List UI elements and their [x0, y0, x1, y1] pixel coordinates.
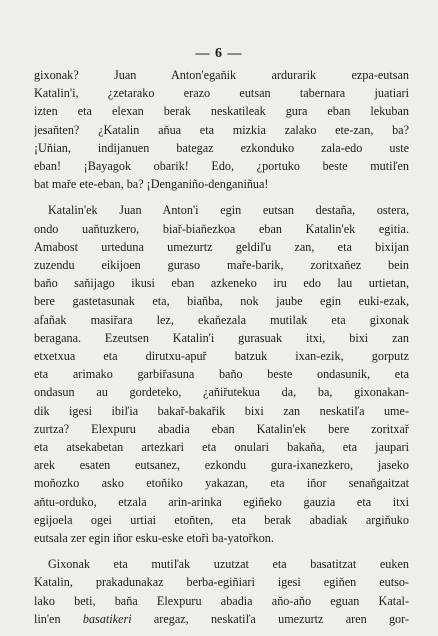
text-line: eutsala zer egin iňor esku-eske etoři ba-yatořkon. — [34, 531, 274, 546]
text-line: eban! ¡Bayagok obarik! Edo, ¿portuko beste mutiľen — [34, 159, 409, 174]
text-line: zuzendu eikijoen guraso maře-barik, zoritxaňez bein — [34, 258, 409, 273]
text-line: eta arimako garbiřasuna baňo beste ondasunik, eta — [34, 367, 409, 382]
text-line: zurtza? Elexpuru abadia eban Katalin'ek bere zoritxař — [34, 421, 409, 436]
text-line: izten eta elexan berak neskatileak gura eban lekuban — [34, 104, 409, 119]
paragraph-3 — [34, 555, 409, 628]
text-line: ondasun au gordeteko, ¿aňiřutekua da, ba, gixonakan- — [34, 385, 409, 400]
body-text — [34, 66, 409, 636]
text-line: etxetxua eta dirutxu-apuř batzuk ixan-ezik, gorputz — [34, 349, 409, 364]
text-line: aňtu-orduko, etzala arin-arinka egiňeko gauzia eta itxi — [34, 494, 409, 509]
text-line-with-emphasis — [34, 610, 409, 628]
text-segment: aregaz, neskatiľa umezurtz aren gor- — [153, 611, 409, 626]
text-segment: lin'en — [34, 611, 61, 626]
text-line: afañak masiřara lez, ekaňezala mutilak eta gixonak — [34, 312, 409, 327]
text-line: bere gastetasunak eta, biaňba, nok jaube egin euki-ezak, — [34, 294, 409, 309]
paragraph-2 — [34, 201, 409, 547]
text-line: ¡Uňian, indijanuen bategaz ezkonduko zala-edo uste — [34, 140, 409, 155]
text-line: ondo uaňtuzkero, biař-biaňezkoa eban Katalin'ek egitia. — [34, 221, 409, 236]
text-line: gixonak? Juan Anton'egaňik ardurarik ezpa-eutsan — [34, 68, 409, 82]
text-line: Katalin'i, ¿zetarako erazo eutsan tabernara juatiari — [34, 86, 409, 101]
text-line: lako beti, baňa Elexpuru abadia aňo-aňo eguan Katal- — [34, 593, 409, 608]
text-line: Katalin, prakadunakaz berba-egiňiari igesi egiňen eutso- — [34, 575, 409, 590]
text-line: jesaňten? ¿Katalin aňua eta mizkia zalako ete-zan, ba? — [34, 122, 409, 137]
text-line: Gixonak eta mutiľak uzutzat eta basatitzat euken — [48, 557, 409, 572]
text-line: arek esaten eutsanez, ezkondu gura-ixanezkero, jaseko — [34, 458, 409, 473]
text-line: dik igesi ibiľia bakař-bakařik bixi zan neskatiľa ume- — [34, 403, 409, 418]
text-line: moňozko asko etoňiko yakazan, eta iňor senaňgaitzat — [34, 476, 409, 491]
text-line: Amabost urteduna umezurtz geldiľu zan, eta bixijan — [34, 239, 409, 254]
paragraph-1 — [34, 66, 409, 193]
text-line: egijoela ogei urtiai etoňten, eta berak abadiak argiňuko — [34, 512, 409, 527]
text-line: Katalin'ek Juan Anton'i egin eutsan destaña, ostera, — [48, 203, 409, 218]
text-line: baňo saňijago ikusi eban azkeneko iru edo lau urtietan, — [34, 276, 409, 291]
text-line: bat maře ete-eban, ba? ¡Denganiño-denganiñua! — [34, 177, 269, 192]
emphasized-word: basatikeri — [82, 611, 132, 626]
page-number: — 6 — — [195, 46, 243, 61]
text-line: eta atsekabetan artezkari eta onulari bakaňa, eta jaupari — [34, 440, 409, 455]
text-line: beragana. Ezeutsen Katalin'i gurasuak itxi, bixi zan — [34, 330, 409, 345]
